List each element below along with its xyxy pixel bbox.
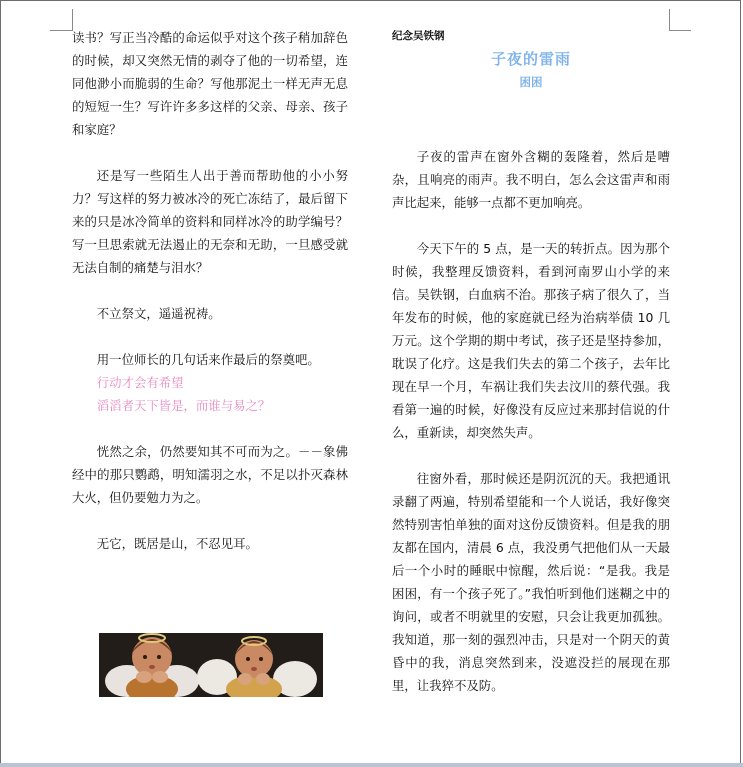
page-bottom-edge	[0, 763, 743, 767]
quote-line-2: 滔滔者天下皆是，而谁与易之？	[96, 398, 271, 413]
angel-figurines-icon	[99, 633, 323, 697]
quote-line-1: 行动才会有希望	[96, 375, 184, 390]
right-paragraph-3: 往窗外看，那时候还是阴沉沉的天。我把通讯录翻了两遍，特别希望能和一个人说话，我好像突然特别害怕单独的面对这份反馈资料。但是我的朋友都在国内，清晨 6 点，我没勇气把他们从一天最后一个小时的睡眠中惊醒，然后说：“是我。我是困困，有一个孩子死了。”我怕听到他们迷糊之中的询问，或者不明就里的安慰，只会让我更加孤独。我知道，那一刻的强烈冲击，只是对一个阴天的黄昏中的我，消息突然到来，没遮没拦的展现在那里，让我猝不及防。	[392, 471, 670, 693]
left-paragraph-5: 恍然之余，仍然要知其不可而为之。－－象佛经中的那只鹦鹉，明知濡羽之水，不足以扑灭森林大火，但仍要勉力为之。	[72, 444, 348, 505]
dedication-note: 纪念吴铁钢	[392, 30, 445, 42]
left-paragraph-1: 读书？写正当冷酷的命运似乎对这个孩子稍加辞色的时候，却又突然无情的剥夺了他的一切希望，连同他渺小而脆弱的生命？写他那泥土一样无声无息的短短一生？写许许多多这样的父亲、母亲、孩子和家庭？	[72, 30, 348, 137]
left-paragraph-6: 无它，既居是山，不忍见耳。	[96, 536, 258, 551]
right-paragraph-1: 子夜的雷声在窗外含糊的轰隆着，然后是嘈杂，且响亮的雨声。我不明白，怎么会这雷声和雨声比起来，能够一点都不更加响亮。	[392, 149, 670, 210]
left-paragraph-3: 不立祭文，遥遥祝祷。	[96, 306, 221, 321]
left-paragraph-4: 用一位师长的几句话来作最后的祭奠吧。	[96, 352, 320, 367]
article-author: 困困	[519, 75, 543, 89]
right-paragraph-2: 今天下午的 5 点，是一天的转折点。因为那个时候，我整理反馈资料，看到河南罗山小学的来信。吴铁钢，白血病不治。那孩子病了很久了，当年发布的时候，他的家庭就已经为治病举债 10 几万元。这个学期的期中考试，孩子还是坚持参加，耽误了化疗。这是我们失去的第二个孩子，去年比现在早一个月，车祸让我们失去汶川的蔡代强。我看第一遍的时候，好像没有反应过来那封信说的什么，重新读，却突然失声。	[392, 241, 670, 440]
crop-mark-top-right-h	[669, 30, 691, 31]
angel-figurines-photo	[99, 633, 323, 697]
left-column	[72, 26, 348, 555]
crop-mark-top-left-h	[50, 30, 73, 31]
left-paragraph-2: 还是写一些陌生人出于善而帮助他的小小努力？写这样的努力被冰冷的死亡冻结了，最后留下来的只是冰冷简单的资料和同样冰冷的助学编号？写一旦思索就无法遏止的无奈和无助，一旦感受就无法自制的痛楚与泪水？	[72, 168, 348, 275]
article-title: 子夜的雷雨	[490, 50, 571, 68]
right-column	[392, 26, 670, 697]
